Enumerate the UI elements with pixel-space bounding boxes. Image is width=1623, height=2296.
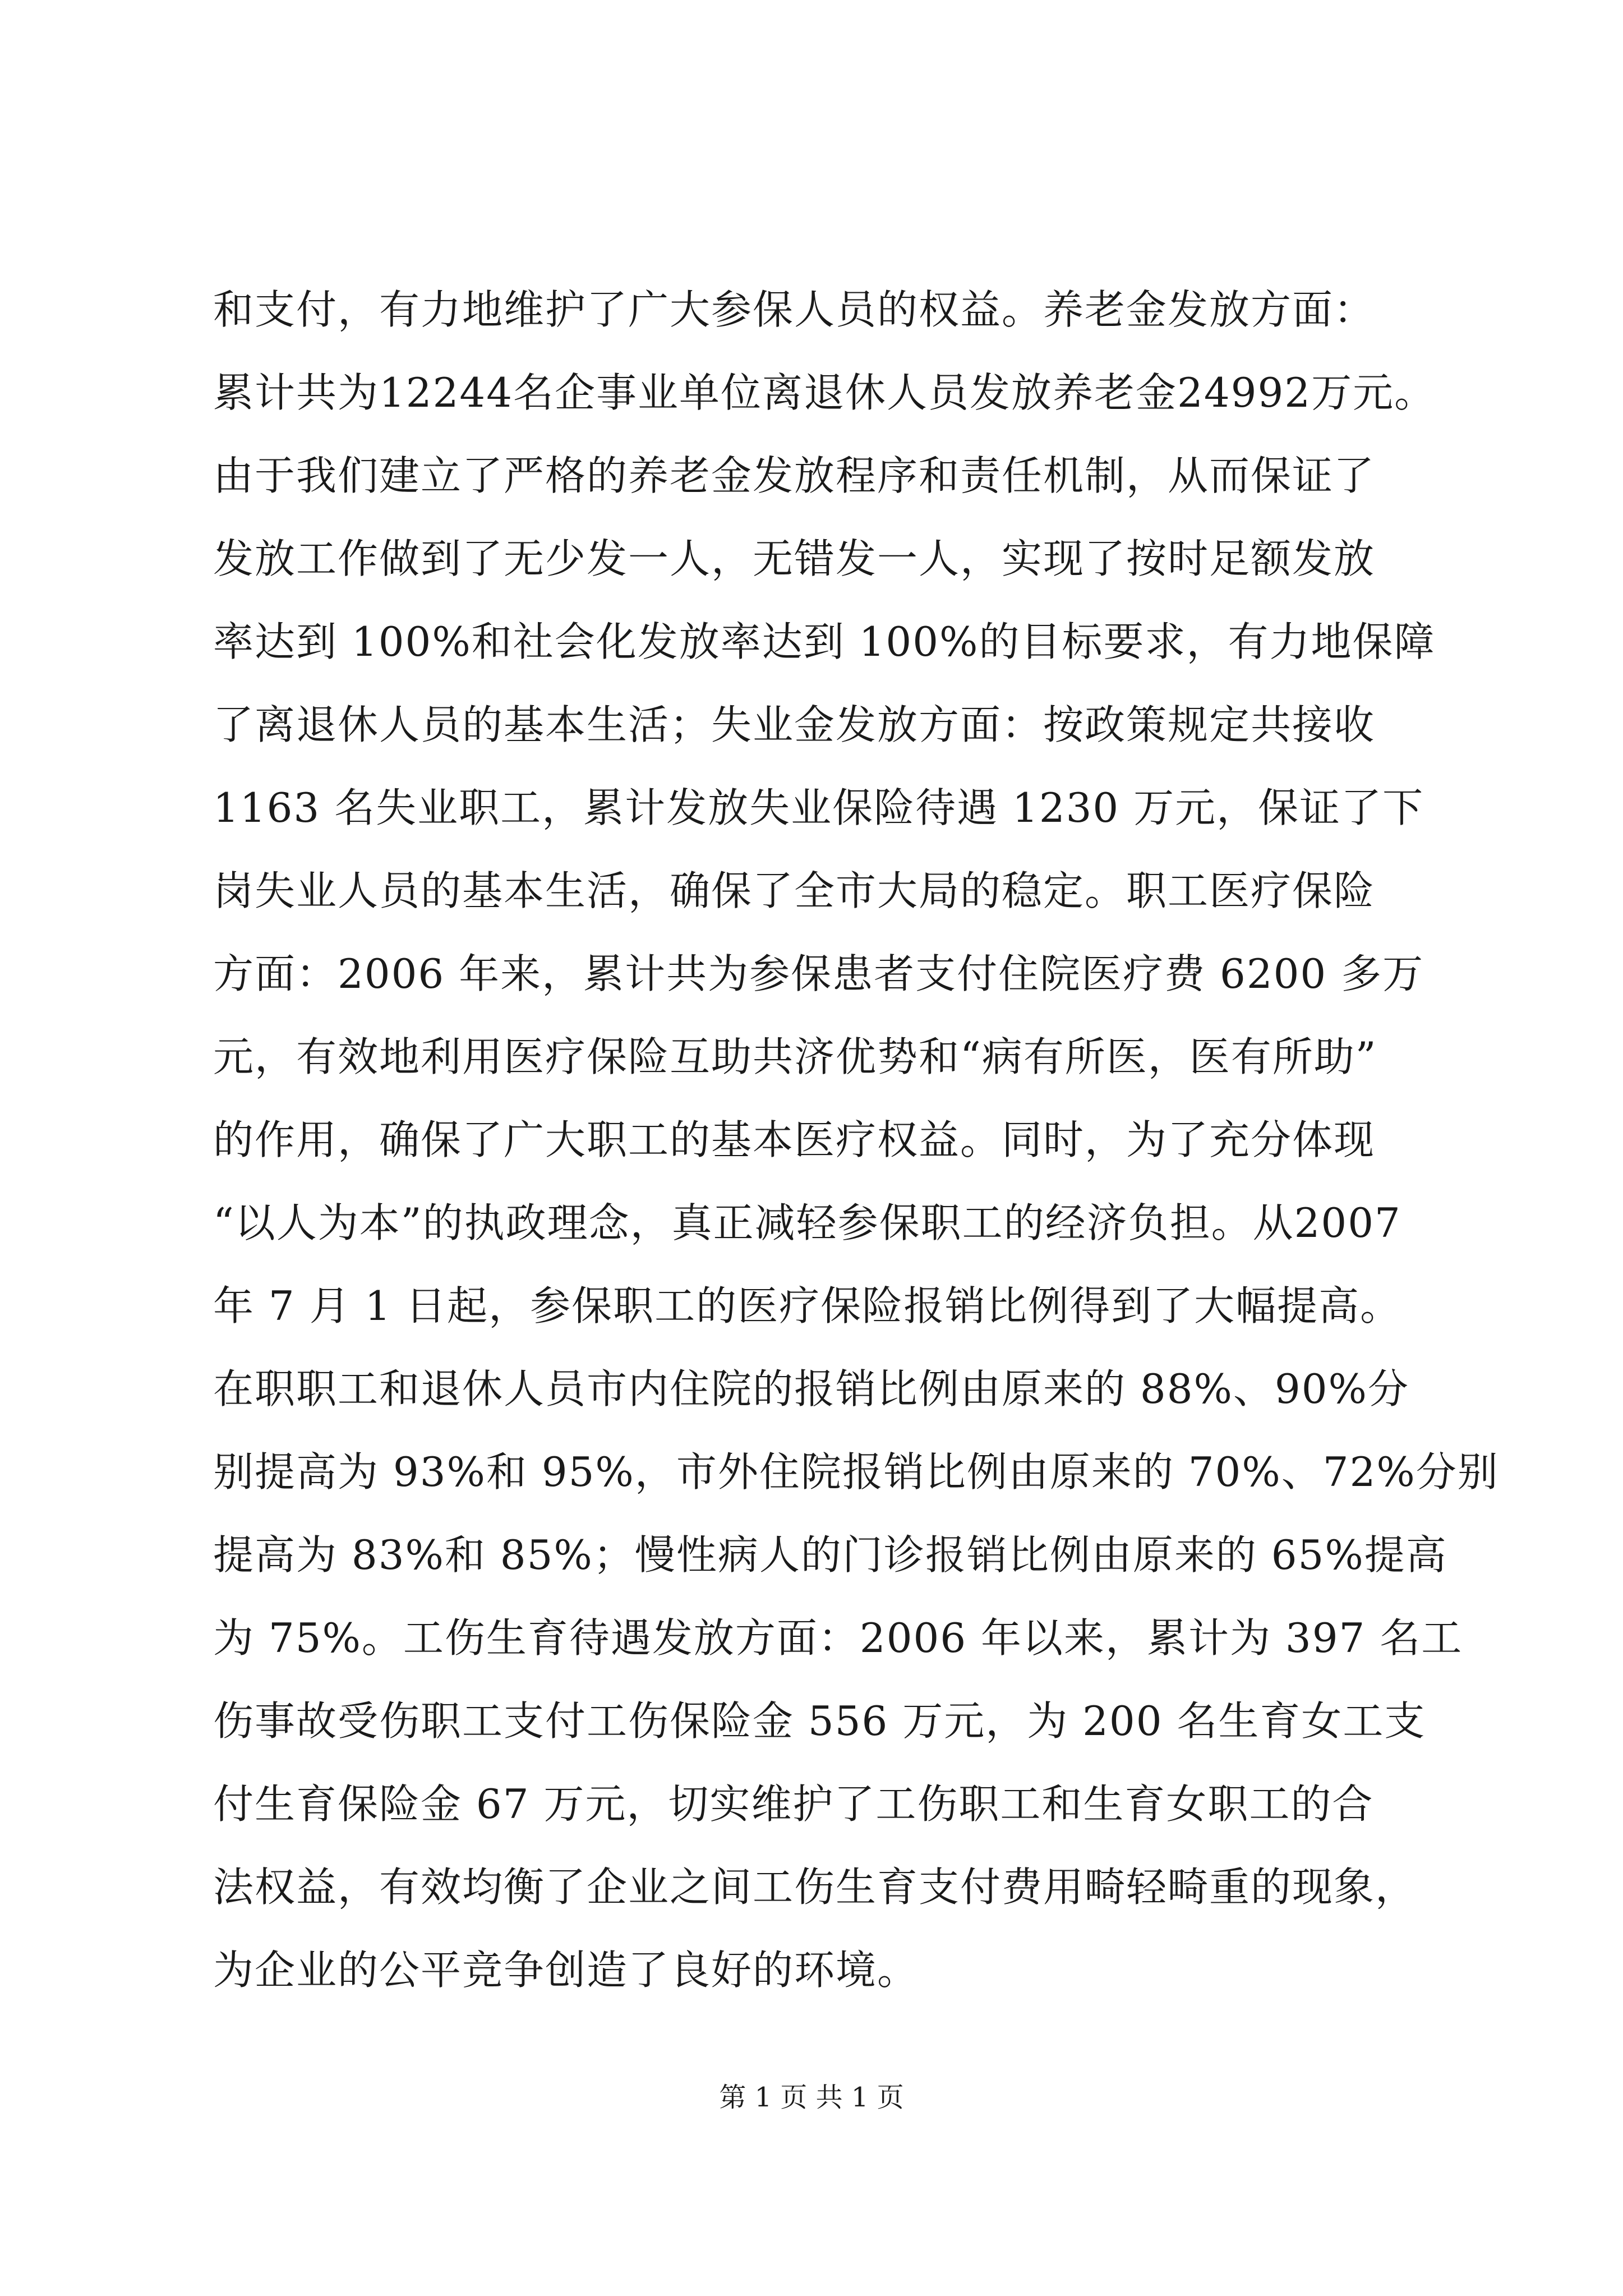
text-line: 提高为 83%和 85%；慢性病人的门诊报销比例由原来的 65%提高 (213, 1531, 1447, 1579)
text-line: “以人为本”的执政理念，真正减轻参保职工的经济负担。从2007 (213, 1199, 1401, 1246)
text-line: 1163 名失业职工，累计发放失业保险待遇 1230 万元，保证了下 (213, 784, 1424, 831)
text-line: 率达到 100%和社会化发放率达到 100%的目标要求，有力地保障 (213, 618, 1436, 665)
page-number-label: 第 1 页 共 1 页 (719, 2082, 904, 2113)
text-line: 和支付，有力地维护了广大参保人员的权益。养老金发放方面： (213, 286, 1376, 333)
text-line: 付生育保险金 67 万元，切实维护了工伤职工和生育女职工的合 (213, 1780, 1374, 1828)
text-line: 别提高为 93%和 95%，市外住院报销比例由原来的 70%、72%分别 (213, 1448, 1499, 1496)
text-line: 在职职工和退休人员市内住院的报销比例由原来的 88%、90%分 (213, 1365, 1409, 1412)
text-line: 伤事故受伤职工支付工伤保险金 556 万元，为 200 名生育女工支 (213, 1697, 1426, 1745)
text-line: 的作用，确保了广大职工的基本医疗权益。同时，为了充分体现 (213, 1116, 1376, 1163)
text-line: 年 7 月 1 日起，参保职工的医疗保险报销比例得到了大幅提高。 (213, 1282, 1402, 1329)
text-line: 岗失业人员的基本生活，确保了全市大局的稳定。职工医疗保险 (213, 867, 1376, 914)
body-paragraph (213, 268, 1499, 2012)
text-line: 了离退休人员的基本生活；失业金发放方面：按政策规定共接收 (213, 701, 1376, 748)
page-footer (0, 2076, 1623, 2114)
text-line: 发放工作做到了无少发一人，无错发一人，实现了按时足额发放 (213, 535, 1376, 582)
text-line: 累计共为12244名企事业单位离退休人员发放养老金24992万元。 (213, 369, 1436, 416)
text-line: 方面：2006 年来，累计共为参保患者支付住院医疗费 6200 多万 (213, 950, 1424, 997)
text-line: 元，有效地利用医疗保险互助共济优势和“病有所医，医有所助” (213, 1033, 1377, 1080)
text-line: 法权益，有效均衡了企业之间工伤生育支付费用畸轻畸重的现象， (213, 1864, 1417, 1911)
text-line: 为 75%。工伤生育待遇发放方面：2006 年以来，累计为 397 名工 (213, 1614, 1463, 1662)
text-line: 由于我们建立了严格的养老金发放程序和责任机制，从而保证了 (213, 452, 1376, 499)
text-line: 为企业的公平竞争创造了良好的环境。 (213, 1947, 919, 1994)
